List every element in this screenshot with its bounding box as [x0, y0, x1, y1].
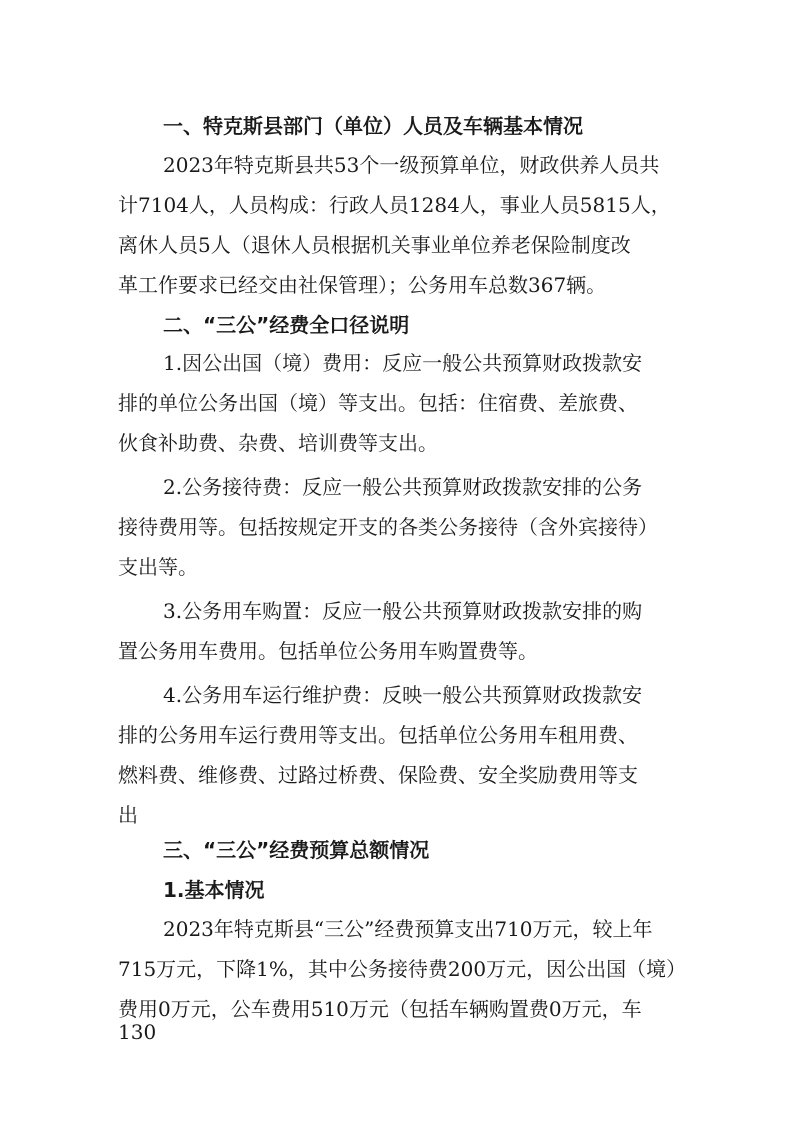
section2-heading: 二、“三公”经费全口径说明 — [163, 313, 410, 337]
section1-heading: 一、特克斯县部门（单位）人员及车辆基本情况 — [163, 114, 583, 138]
item2-line-1: 2.公务接待费：反应一般公共预算财政拨款安排的公务 — [163, 475, 643, 499]
section3-line-2: 715万元，下降1%，其中公务接待费200万元，因公出国（境） — [118, 957, 687, 981]
page-number: 130 — [118, 1020, 157, 1044]
item4-line-2: 排的公务用车运行费用等支出。包括单位公务用车租用费、 — [118, 723, 638, 747]
section1-line-3: 离休人员5人（退休人员根据机关事业单位养老保险制度改 — [118, 233, 631, 257]
item1-line-3: 伙食补助费、杂费、培训费等支出。 — [118, 431, 438, 455]
item4-line-4: 出 — [118, 803, 138, 827]
section3-line-3: 费用0万元，公车费用510万元（包括车辆购置费0万元，车 — [118, 997, 642, 1021]
section3-line-1: 2023年特克斯县“三公”经费预算支出710万元，较上年 — [163, 917, 653, 941]
section3-subheading: 1.基本情况 — [163, 878, 265, 902]
item3-line-2: 置公务用车费用。包括单位公务用车购置费等。 — [118, 639, 538, 663]
item3-line-1: 3.公务用车购置：反应一般公共预算财政拨款安排的购 — [163, 599, 643, 623]
item4-line-3: 燃料费、维修费、过路过桥费、保险费、安全奖励费用等支 — [118, 763, 638, 787]
section1-line-1: 2023年特克斯县共53个一级预算单位，财政供养人员共 — [163, 153, 660, 177]
item2-line-2: 接待费用等。包括按规定开支的各类公务接待（含外宾接待） — [118, 515, 658, 539]
item1-line-2: 排的单位公务出国（境）等支出。包括：住宿费、差旅费、 — [118, 391, 638, 415]
item1-line-1: 1.因公出国（境）费用：反应一般公共预算财政拨款安 — [163, 351, 643, 375]
item2-line-3: 支出等。 — [118, 555, 198, 579]
item4-line-1: 4.公务用车运行维护费：反映一般公共预算财政拨款安 — [163, 683, 643, 707]
section1-line-4: 革工作要求已经交由社保管理）；公务用车总数367辆。 — [118, 273, 607, 297]
section1-line-2: 计7104人，人员构成：行政人员1284人，事业人员5815人， — [118, 193, 671, 217]
section3-heading: 三、“三公”经费预算总额情况 — [163, 838, 430, 862]
